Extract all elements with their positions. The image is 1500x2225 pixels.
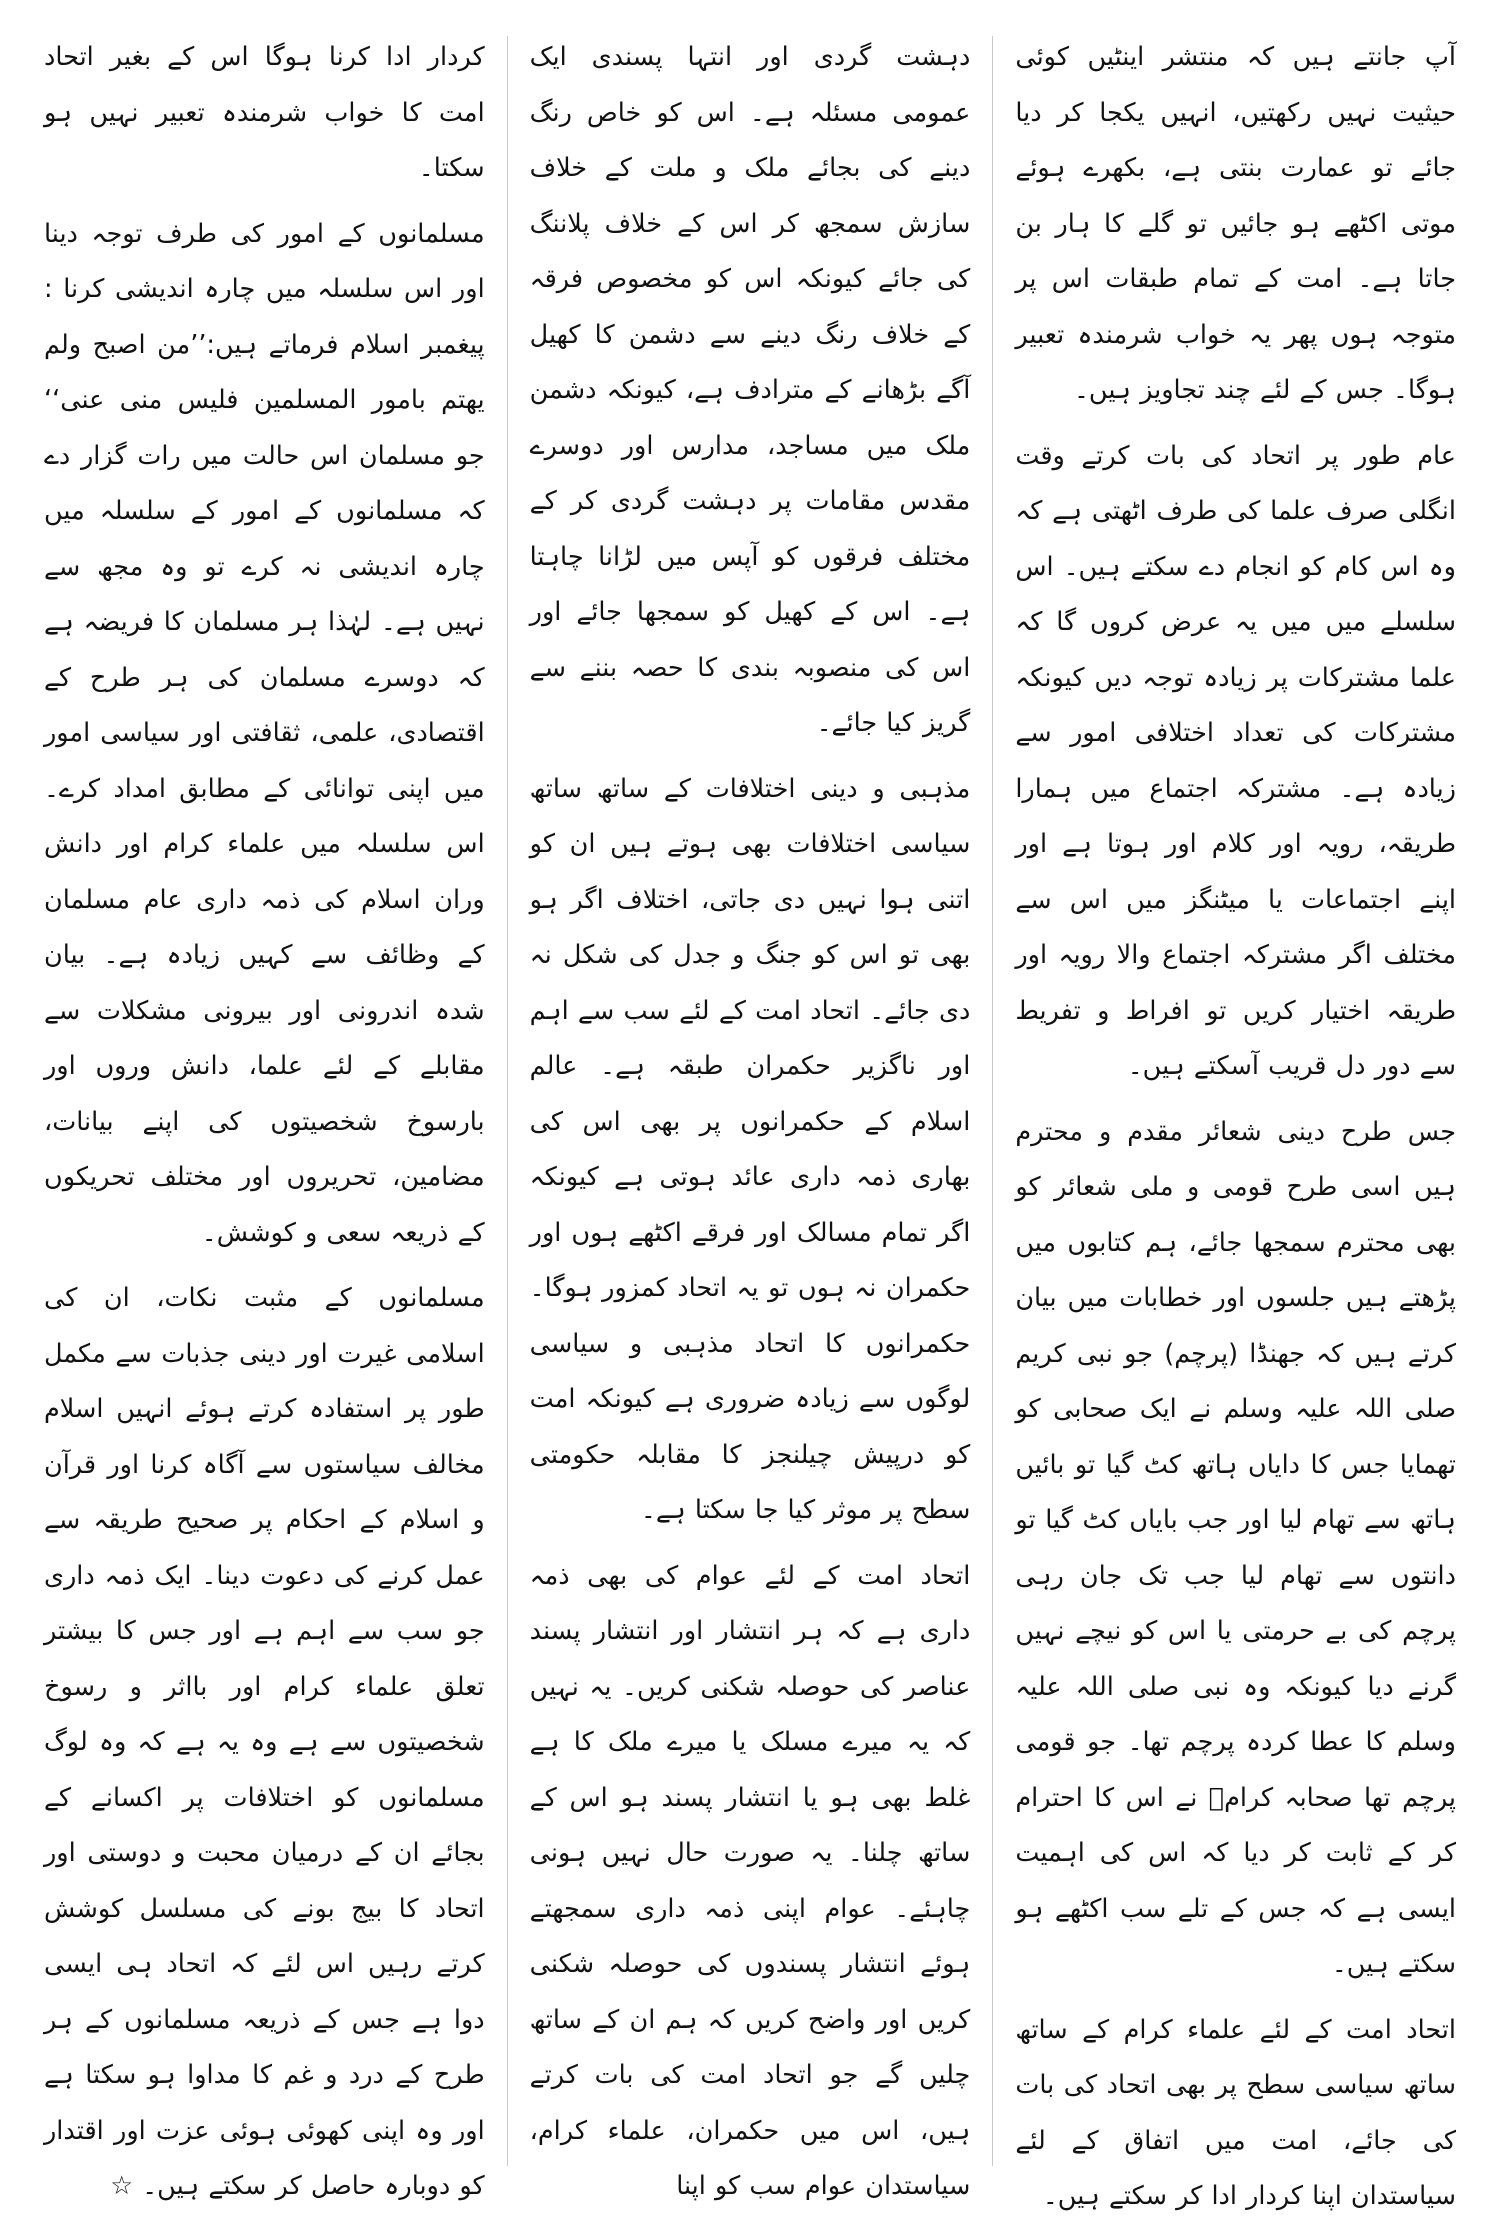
paragraph: اتحاد امت کے لئے عوام کی بھی ذمہ داری ہے کہ ہر انتشار اور انتشار پسند عناصر کی حوصلہ شکنی کریں۔ یہ نہیں کہ یہ میرے مسلک یا میرے ملک کا ہے غلط بھی ہو یا انتشار پسند ہو اس کے ساتھ چلنا۔ یہ صورت حال نہیں ہونی چاہئے۔ عوام اپنی ذمہ داری سمجھتے ہوئے انتشار پسندوں کی حوصلہ شکنی کریں اور واضح کریں کہ ہم ان کے ساتھ چلیں گے جو اتحاد امت کی بات کرتے ہیں، اس میں حکمران، علماء کرام، سیاستدان عوام سب کو اپنا: [529, 1560, 971, 2201]
column-right: [993, 30, 1478, 2211]
paragraph: کردار ادا کرنا ہوگا اس کے بغیر اتحاد امت کا خواب شرمندہ تعبیر نہیں ہو سکتا۔: [43, 42, 485, 183]
paragraph: عام طور پر اتحاد کی بات کرتے وقت انگلی صرف علما کی طرف اٹھتی ہے کہ وہ اس کام کو انجام دے سکتے ہیں۔ اس سلسلے میں میں یہ عرض کروں گا کہ علما مشترکات پر زیادہ توجہ دیں کیونکہ مشترکات کی تعداد اختلافی امور سے زیادہ ہے۔ مشترکہ اجتماع میں ہمارا طریقہ، رویہ اور کلام اور ہوتا ہے اور اپنے اجتماعات یا میٹنگز میں اس سے مختلف اگر مشترکہ اجتماع والا رویہ اور طریقہ اختیار کریں تو افراط و تفریط سے دور دل قریب آسکتے ہیں۔: [1015, 440, 1456, 1081]
paragraph: دہشت گردی اور انتہا پسندی ایک عمومی مسئلہ ہے۔ اس کو خاص رنگ دینے کی بجائے ملک و ملت کے خلاف سازش سمجھ کر اس کے خلاف پلاننگ کی جائے کیونکہ اس کو مخصوص فرقہ کے خلاف رنگ دینے سے دشمن کا کھیل آگے بڑھانے کے مترادف ہے، کیونکہ دشمن ملک میں مساجد، مدارس اور دوسرے مقدس مقامات پر دہشت گردی کر کے مختلف فرقوں کو آپس میں لڑانا چاہتا ہے۔ اس کے کھیل کو سمجھا جائے اور اس کی منصوبہ بندی کا حصہ بننے سے گریز کیا جائے۔: [529, 42, 971, 738]
paragraph: مسلمانوں کے امور کی طرف توجہ دینا اور اس سلسلہ میں چارہ اندیشی کرنا : پیغمبر اسلام فرماتے ہیں:’’من اصبح ولم یھتم بامور المسلمین فلیس منی عنی‘‘ جو مسلمان اس حالت میں رات گزار دے کہ مسلمانوں کے امور کے سلسلہ میں چارہ اندیشی نہ کرے تو وہ مجھ سے نہیں ہے۔ لہٰذا ہر مسلمان کا فریضہ ہے کہ دوسرے مسلمان کی ہر طرح کے اقتصادی، علمی، ثقافتی اور سیاسی امور میں اپنی توانائی کے مطابق امداد کرے۔ اس سلسلہ میں علماء کرام اور دانش وران اسلام کی ذمہ داری عام مسلمان کے وظائف سے کہیں زیادہ ہے۔ بیان شدہ اندرونی اور بیرونی مشکلات سے مقابلے کے لئے علما، دانش وروں اور بارسوخ شخصیتوں کی اپنے بیانات، مضامین، تحریروں اور مختلف تحریکوں کے ذریعہ سعی و کوشش۔: [43, 218, 485, 1248]
paragraph: اتحاد امت کے لئے علماء کرام کے ساتھ ساتھ سیاسی سطح پر بھی اتحاد کی بات کی جائے، امت میں اتفاق کے لئے سیاستدان اپنا کردار ادا کر سکتے ہیں۔: [1015, 2014, 1456, 2211]
column-left: [22, 30, 507, 2201]
column-middle: [508, 30, 993, 2201]
paragraph: جس طرح دینی شعائر مقدم و محترم ہیں اسی طرح قومی و ملی شعائر کو بھی محترم سمجھا جائے، ہم کتابوں میں پڑھتے ہیں جلسوں اور خطابات میں بیان کرتے ہیں کہ جھنڈا (پرچم) جو نبی کریم صلی اللہ علیہ وسلم نے ایک صحابی کو تھمایا جس کا دایاں ہاتھ کٹ گیا تو بائیں ہاتھ سے تھام لیا اور جب بایاں کٹ گیا تو دانتوں سے تھام لیا جب تک جان رہی پرچم کی بے حرمتی یا اس کو نیچے نہیں گرنے دیا کیونکہ وہ نبی صلی اللہ علیہ وسلم کا عطا کردہ پرچم تھا۔ جو قومی پرچم تھا صحابہ کرامؓ نے اس کا احترام کر کے ثابت کر دیا کہ اس کی اہمیت ایسی ہے کہ جس کے تلے سب اکٹھے ہو سکتے ہیں۔: [1015, 1116, 1456, 1979]
paragraph: مذہبی و دینی اختلافات کے ساتھ ساتھ سیاسی اختلافات بھی ہوتے ہیں ان کو اتنی ہوا نہیں دی جاتی، اختلاف اگر ہو بھی تو اس کو جنگ و جدل کی شکل نہ دی جائے۔ اتحاد امت کے لئے سب سے اہم اور ناگزیر حکمران طبقہ ہے۔ عالم اسلام کے حکمرانوں پر بھی اس کی بھاری ذمہ داری عائد ہوتی ہے کیونکہ اگر تمام مسالک اور فرقے اکٹھے ہوں اور حکمران نہ ہوں تو یہ اتحاد کمزور ہوگا۔ حکمرانوں کا اتحاد مذہبی و سیاسی لوگوں سے زیادہ ضروری ہے کیونکہ امت کو درپیش چیلنجز کا مقابلہ حکومتی سطح پر موثر کیا جا سکتا ہے۔: [529, 773, 971, 1525]
paragraph: آپ جانتے ہیں کہ منتشر اینٹیں کوئی حیثیت نہیں رکھتیں، انہیں یکجا کر دیا جائے تو عمارت بنتی ہے، بکھرے ہوئے موتی اکٹھے ہو جائیں تو گلے کا ہار بن جاتا ہے۔ امت کے تمام طبقات اس پر متوجہ ہوں پھر یہ خواب شرمندہ تعبیر ہوگا۔ جس کے لئے چند تجاویز ہیں۔: [1015, 42, 1456, 405]
paragraph: مسلمانوں کے مثبت نکات، ان کی اسلامی غیرت اور دینی جذبات سے مکمل طور پر استفادہ کرتے ہوئے انہیں اسلام مخالف سیاستوں سے آگاہ کرنا اور قرآن و اسلام کے احکام پر صحیح طریقہ سے عمل کرنے کی دعوت دینا۔ ایک ذمہ داری جو سب سے اہم ہے اور جس کا بیشتر تعلق علماء کرام اور بااثر و رسوخ شخصیتوں سے ہے وہ یہ ہے کہ وہ لوگ مسلمانوں کو اختلافات پر اکسانے کے بجائے ان کے درمیان محبت و دوستی اور اتحاد کا بیج بونے کی مسلسل کوشش کرتے رہیں اس لئے کہ اتحاد ہی ایسی دوا ہے جس کے ذریعہ مسلمانوں کے ہر طرح کے درد و غم کا مداوا ہو سکتا ہے اور وہ اپنی کھوئی ہوئی عزت اور اقتدار کو دوبارہ حاصل کر سکتے ہیں۔ ☆: [43, 1283, 485, 2201]
